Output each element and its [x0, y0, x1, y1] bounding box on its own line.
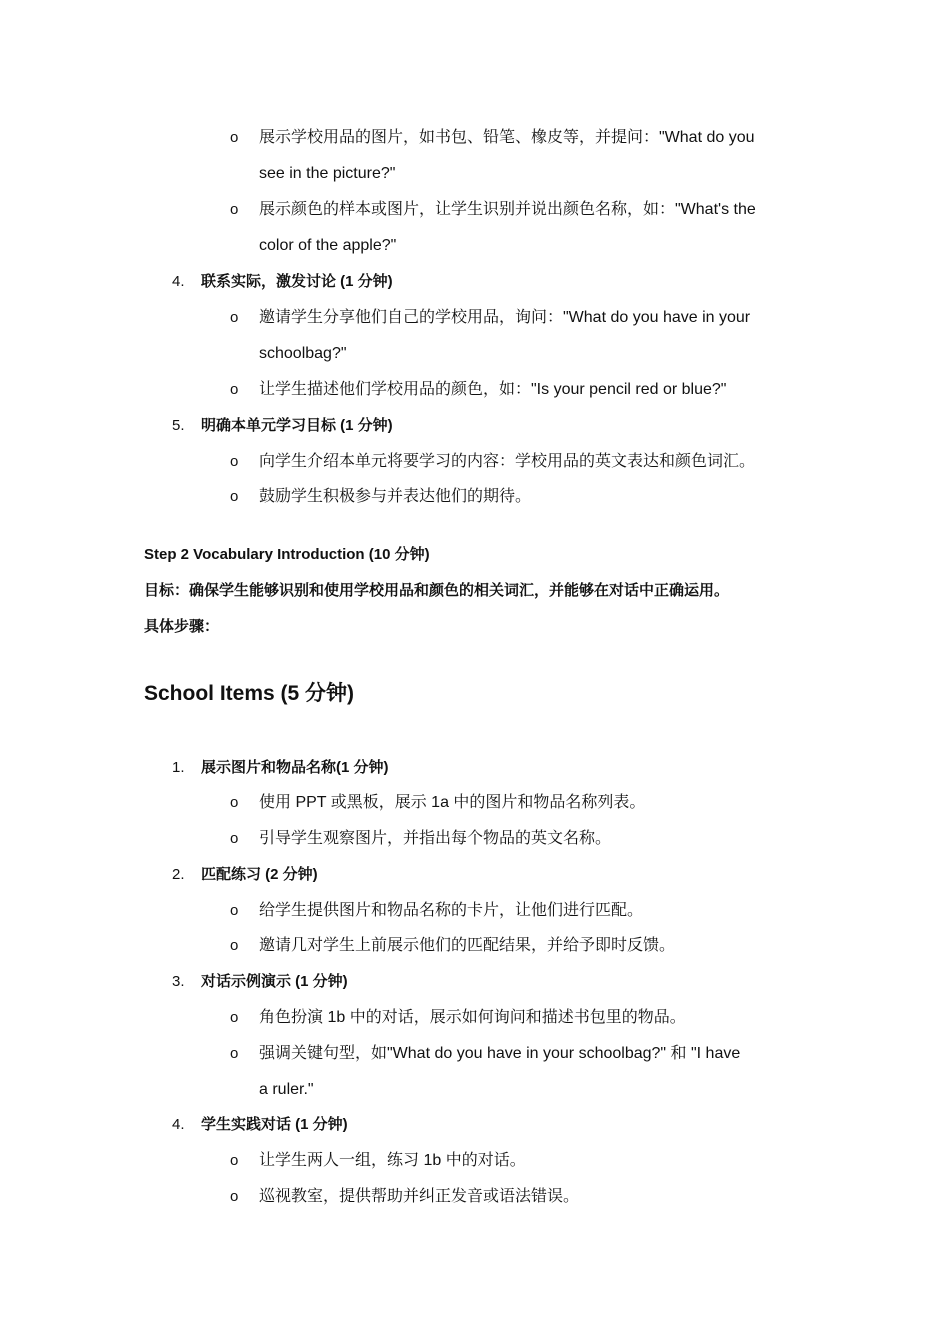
bullet-marker: o — [230, 129, 239, 146]
bullet-marker: o — [230, 488, 239, 505]
bullet-text: 使用 PPT 或黑板，展示 1a 中的图片和物品名称列表。 — [259, 794, 646, 811]
bullet-text: 让学生描述他们学校用品的颜色，如："Is your pencil red or blue?" — [259, 381, 727, 398]
list-number: 3. — [172, 973, 185, 990]
bullet-marker: o — [230, 1188, 239, 1205]
bullet-text-cont: color of the apple?" — [259, 237, 397, 254]
bullet-text: 邀请学生分享他们自己的学校用品，询问："What do you have in your — [259, 309, 751, 326]
list-number: 4. — [172, 1116, 185, 1133]
bullet-text: 邀请几对学生上前展示他们的匹配结果，并给予即时反馈。 — [259, 937, 676, 954]
list-item-title: 学生实践对话 (1 分钟) — [201, 1116, 348, 1133]
step2-goal: 目标：确保学生能够识别和使用学校用品和颜色的相关词汇，并能够在对话中正确运用。 — [144, 582, 730, 599]
list-item-title: 明确本单元学习目标 (1 分钟) — [201, 417, 393, 434]
bullet-text: 向学生介绍本单元将要学习的内容：学校用品的英文表达和颜色词汇。 — [259, 453, 756, 470]
bullet-text: 给学生提供图片和物品名称的卡片，让他们进行匹配。 — [259, 902, 644, 919]
list-number: 5. — [172, 417, 185, 434]
bullet-marker: o — [230, 453, 239, 470]
section-heading: School Items (5 分钟) — [144, 682, 355, 705]
bullet-marker: o — [230, 794, 239, 811]
list-number: 2. — [172, 866, 185, 883]
bullet-text: 引导学生观察图片，并指出每个物品的英文名称。 — [259, 830, 612, 847]
bullet-marker: o — [230, 381, 239, 398]
step2-heading: Step 2 Vocabulary Introduction (10 分钟) — [144, 546, 430, 563]
bullet-text: 巡视教室，提供帮助并纠正发音或语法错误。 — [259, 1188, 580, 1205]
bullet-marker: o — [230, 1009, 239, 1026]
bullet-marker: o — [230, 1045, 239, 1062]
list-item-title: 对话示例演示 (1 分钟) — [201, 973, 348, 990]
bullet-text-cont: schoolbag?" — [259, 345, 347, 362]
list-number: 1. — [172, 759, 185, 776]
bullet-marker: o — [230, 201, 239, 218]
list-item-title: 联系实际，激发讨论 (1 分钟) — [201, 273, 393, 290]
bullet-marker: o — [230, 1152, 239, 1169]
bullet-text: 鼓励学生积极参与并表达他们的期待。 — [259, 488, 532, 505]
bullet-marker: o — [230, 937, 239, 954]
bullet-text: 展示颜色的样本或图片，让学生识别并说出颜色名称，如："What's the — [259, 201, 756, 218]
bullet-marker: o — [230, 309, 239, 326]
bullet-text: 展示学校用品的图片，如书包、铅笔、橡皮等，并提问："What do you — [259, 129, 755, 146]
bullet-text: 角色扮演 1b 中的对话，展示如何询问和描述书包里的物品。 — [259, 1009, 686, 1026]
list-item-title: 展示图片和物品名称(1 分钟) — [201, 759, 389, 776]
bullet-text-cont: see in the picture?" — [259, 165, 396, 182]
bullet-marker: o — [230, 902, 239, 919]
bullet-marker: o — [230, 830, 239, 847]
list-number: 4. — [172, 273, 185, 290]
bullet-text-cont: a ruler." — [259, 1081, 314, 1098]
bullet-text: 强调关键句型，如"What do you have in your schoolbag?" 和 "I have — [259, 1045, 741, 1062]
step2-steps-label: 具体步骤： — [144, 618, 220, 635]
bullet-text: 让学生两人一组，练习 1b 中的对话。 — [259, 1152, 526, 1169]
list-item-title: 匹配练习 (2 分钟) — [201, 866, 318, 883]
